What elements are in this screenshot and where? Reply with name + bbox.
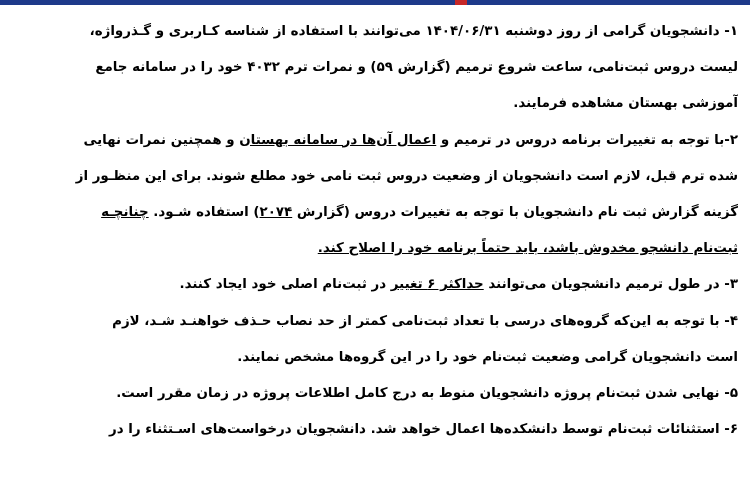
notice-line-11	[8, 376, 738, 412]
line-text: آموزشی بهستان مشاهده فرمایند.	[513, 96, 738, 112]
line-text: ۱- دانشجویان گرامی از روز دوشنبه ۱۴۰۴/۰۶/۳۱ می‌توانند با استفاده از شناسه کـاربری و گـذرواژه،	[89, 24, 738, 39]
top-red-mark	[455, 0, 467, 5]
underlined-text: چنانچـه	[101, 204, 149, 220]
line-text: لیست دروس ثبت‌نامی، ساعت شروع ترمیم (گزارش ۵۹) و نمرات ترم ۴۰۳۲ خود را در سامانه جامع	[95, 60, 738, 76]
line-text: و همچنین نمرات نهایی	[83, 132, 240, 148]
notice-line-2	[8, 50, 738, 86]
line-text: گزینه گزارش ثبت نام دانشجویان با توجه به تغییرات دروس (گزارش	[292, 204, 738, 220]
line-text: ۳- در طول ترمیم دانشجویان می‌توانند	[483, 277, 738, 293]
notice-line-12	[8, 412, 738, 448]
notice-line-3	[8, 86, 738, 122]
notice-line-1	[8, 14, 738, 50]
line-text: ۴- با توجه به این‌که گروه‌های درسی با تعداد ثبت‌نامی کمتر از حد نصاب حـذف خواهنـد شـد، لازم	[112, 313, 738, 329]
line-text: ۵- نهایی شدن ثبت‌نام پروژه دانشجویان منوط به درج کامل اطلاعات پروژه در زمان مقرر است.	[116, 385, 738, 401]
line-text: ) استفاده شـود.	[148, 204, 260, 220]
line-text: ۶- استثنائات ثبت‌نام توسط دانشکده‌ها اعمال خواهد شد. دانشجویان درخواست‌های اسـتثناء را در	[109, 422, 738, 438]
report-number: ۲۰۷۴	[259, 204, 293, 220]
underlined-text: اعمال آن‌ها در سامانه بهستان	[239, 132, 437, 148]
underlined-text: حداکثر ۶ تغییر	[390, 277, 484, 293]
line-text: ۲-با توجه به تغییرات برنامه دروس در ترمیم و	[436, 132, 738, 148]
top-border	[0, 0, 750, 5]
notice-line-8	[8, 267, 738, 303]
notice-line-5	[8, 159, 738, 195]
line-text: است دانشجویان گرامی وضعیت ثبت‌نام خود را در این گروه‌ها مشخص نمایند.	[237, 349, 738, 365]
underlined-text: ثبت‌نام دانشجو مخدوش باشد، باید حتماً برنامه خود را اصلاح کند.	[317, 241, 738, 257]
notice-line-6	[8, 195, 738, 231]
notice-line-4	[8, 123, 738, 159]
notice-line-7	[8, 231, 738, 267]
notice-line-9	[8, 304, 738, 340]
notice-body	[0, 14, 750, 448]
line-text: در ثبت‌نام اصلی خود ایجاد کنند.	[179, 277, 391, 293]
notice-line-10	[8, 340, 738, 376]
line-text: شده ترم قبل، لازم است دانشجویان از وضعیت دروس ثبت نامی خود مطلع شوند. برای این منظـور از	[75, 168, 738, 184]
